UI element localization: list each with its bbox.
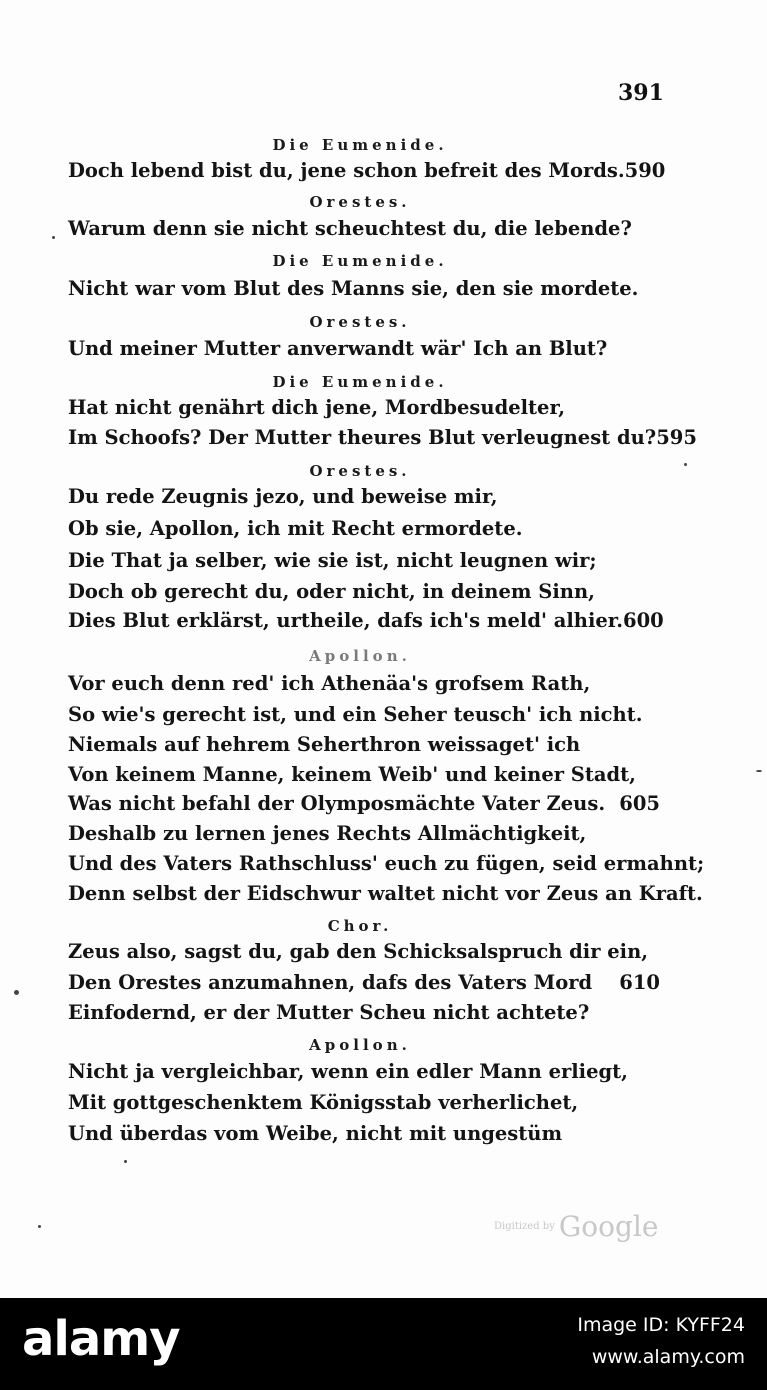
line-number: 590 [624,159,666,182]
verse-line: Die That ja selber, wie sie ist, nicht leugnen wir; [68,549,597,572]
verse-line: Und meiner Mutter anverwandt wär' Ich an Blut? [68,337,608,360]
verse-line: Einfodernd, er der Mutter Scheu nicht achtete? [68,1001,590,1024]
verse-line: Doch ob gerecht du, oder nicht, in deinem Sinn, [68,580,595,603]
verse-line: Und des Vaters Rathschluss' euch zu fügen, seid ermahnt; [68,852,705,875]
alamy-logo: alamy [22,1311,180,1367]
line-number: 605 [619,792,660,815]
verse-line [68,606,664,636]
verse-line: Mit gottgeschenktem Königsstab verherlichet, [68,1091,579,1114]
line-number: 595 [656,426,697,449]
speaker-heading: Apollon. [309,1036,411,1054]
speaker-heading: Die Eumenide. [272,373,448,391]
verse-line: Von keinem Manne, keinem Weib' und keiner Stadt, [68,763,636,786]
verse-line [68,968,660,998]
ink-speck [684,463,687,466]
ink-speck [38,1225,41,1228]
speaker-heading: Die Eumenide. [272,136,448,154]
verse-line: Vor euch denn red' ich Athenäa's grofsem Rath, [68,672,591,695]
speaker-heading: Orestes. [309,462,411,480]
verse-text: Doch lebend bist du, jene schon befreit des Mords. [68,159,625,182]
image-id: Image ID: KYFF24 [577,1314,745,1336]
ink-speck [124,1160,127,1163]
verse-line: Ob sie, Apollon, ich mit Recht ermordete. [68,517,523,540]
verse-line: Zeus also, sagst du, gab den Schicksalspruch dir ein, [68,940,649,963]
google-logo: Google [558,1209,659,1243]
verse-line: Niemals auf hehrem Seherthron weissaget' ich [68,733,581,756]
ink-speck [756,770,762,772]
verse-line [68,423,697,453]
verse-line: So wie's gerecht ist, und ein Seher teusch' ich nicht. [68,703,643,726]
verse-text: Den Orestes anzumahnen, dafs des Vaters Mord [68,971,593,994]
verse-line: Nicht ja vergleichbar, wenn ein edler Mann erliegt, [68,1060,628,1083]
page-number: 391 [618,80,664,106]
ink-speck [52,236,55,239]
verse-line: Du rede Zeugnis jezo, und beweise mir, [68,485,498,508]
verse-line: Deshalb zu lernen jenes Rechts Allmächtigkeit, [68,822,587,845]
digitized-by-google-mark [494,1206,664,1246]
line-number: 600 [623,609,664,632]
verse-line: Hat nicht genährt dich jene, Mordbesudelter, [68,396,566,419]
verse-line: Warum denn sie nicht scheuchtest du, die lebende? [68,217,632,240]
verse-text: Was nicht befahl der Olymposmächte Vater Zeus. [68,792,606,815]
line-number: 610 [619,971,660,994]
verse-line [68,156,666,186]
speaker-heading: Orestes. [309,313,411,331]
verse-text: Dies Blut erklärst, urtheile, dafs ich's meld' alhier. [68,609,624,632]
verse-line [68,789,660,819]
digitized-prefix: Digitized by [494,1220,555,1232]
verse-line: Denn selbst der Eidschwur waltet nicht vor Zeus an Kraft. [68,882,703,905]
speaker-heading: Apollon. [309,647,411,665]
site-url: www.alamy.com [591,1346,745,1368]
verse-line: Und überdas vom Weibe, nicht mit ungestüm [68,1122,563,1145]
speaker-heading: Chor. [327,917,393,935]
speaker-heading: Die Eumenide. [272,252,448,270]
verse-text: Im Schoofs? Der Mutter theures Blut verleugnest du? [68,426,657,449]
speaker-heading: Orestes. [309,193,411,211]
ink-speck [14,990,19,995]
verse-line: Nicht war vom Blut des Manns sie, den sie mordete. [68,277,639,300]
